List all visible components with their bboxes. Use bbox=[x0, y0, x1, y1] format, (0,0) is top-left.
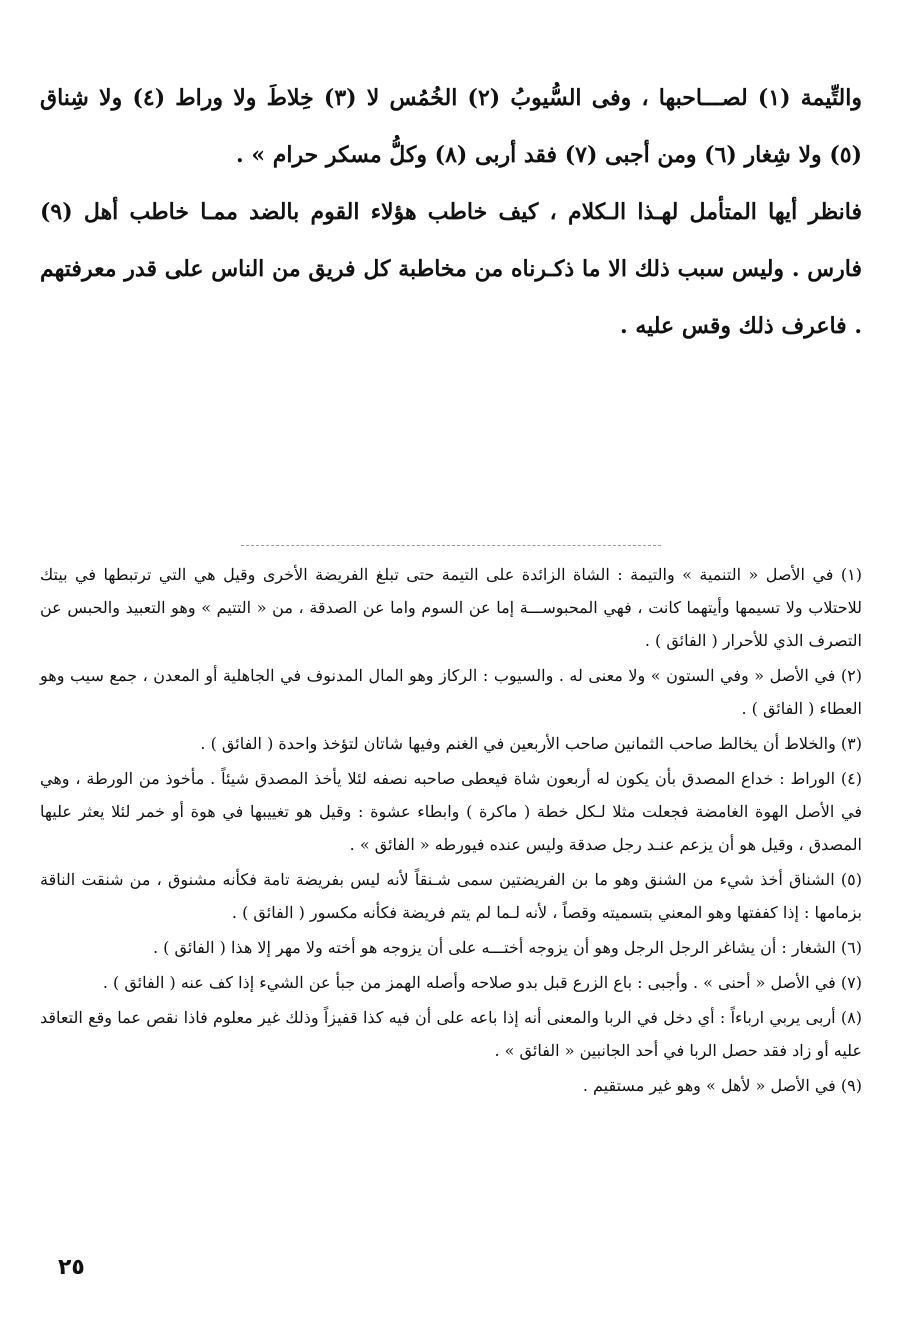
footnote: (٢) في الأصل « وفي الستون » ولا معنى له . والسيوب : الركاز وهو المال المدنوف في الجاهلية أو المعدن ، جمع سيب وهو العطاء ( الفائق ) . bbox=[40, 666, 862, 718]
page bbox=[40, 70, 862, 1310]
main-paragraph: والتِّيمة (١) لصـــاحبها ، وفى السُّيوبُ (٢) الخُمُس لا (٣) خِلاطَ ولا وراط (٤) ولا شِناق (٥) ولا شِغار (٦) ومن أجبى (٧) فقد أربى (٨) وكلُّ مسكر حرام » . bbox=[40, 85, 862, 168]
footnote: (٣) والخلاط أن يخالط صاحب الثمانين صاحب الأربعين في الغنم وفيها شاتان لتؤخذ واحدة ( الفائق ) . bbox=[200, 734, 862, 753]
footnote: (٨) أربى يربي ارباءاً : أي دخل في الربا والمعنى أنه إذا باعه على أن فيه كذا قفيزاً وذلك غير معلوم فاذا نقص عما وقع التعاقد عليه أو زاد فقد حصل الربا في أحد الجانبين « الفائق » . bbox=[40, 1008, 862, 1060]
footnotes bbox=[40, 558, 862, 1102]
page-number: ٢٥ bbox=[58, 1255, 85, 1280]
footnote: (٩) في الأصل « لأهل » وهو غير مستقيم . bbox=[582, 1076, 862, 1095]
footnote: (٧) في الأصل « أحنى » . وأجبى : باع الزرع قبل بدو صلاحه وأصله الهمز من جبأ عن الشيء إذا كف عنه ( الفائق ) . bbox=[102, 973, 862, 992]
footnote: (٦) الشغار : أن يشاغر الرجل الرجل وهو أن يزوجه أختـــه على أن يزوجه هو أخته ولا مهر إلا هذا ( الفائق ) . bbox=[152, 938, 862, 957]
footnote: (٤) الوراط : خداع المصدق بأن يكون له أربعون شاة فيعطى صاحبه نصفه لئلا يأخذ المصدق شيئاً . مأخوذ من الورطة ، وهي في الأصل الهوة الغامضة فجعلت مثلا لـكل خطة ( ماكرة ) وابطاء عشوة : وقيل هو تغييبها في هوة أو خمر لئلا يعثر عليها المصدق ، وقيل هو أن يزعم عنـد رجل صدقة وليس عنده فيورطه « الفائق » . bbox=[40, 769, 862, 854]
main-text bbox=[40, 70, 862, 355]
main-paragraph: فانظر أيها المتأمل لهـذا الـكلام ، كيف خاطب هؤلاء القوم بالضد ممـا خاطب أهل (٩) فارس . وليس سبب ذلك الا ما ذكـرناه من مخاطبة كل فريق من الناس على قدر معرفتهم . فاعرف ذلك وقس عليه . bbox=[40, 199, 862, 339]
footnote: (١) في الأصل « التنمية » والتيمة : الشاة الزائدة على التيمة حتى تبلغ الفريضة الأخرى وقيل هي التي ترتبطها في بيتك للاحتلاب ولا تسيمها وأيتهما كانت ، فهي المحبوســـة إما عن السوم واما عن الصدقة ، من « التتيم » وهو التعبيد والحبس عن التصرف الذي للأحرار ( الفائق ) . bbox=[40, 565, 862, 650]
footnote: (٥) الشناق أخذ شيء من الشنق وهو ما بن الفريضتين سمى شـنقاً لأنه ليس بفريضة تامة فكأنه مشنوق ، من شنقت الناقة بزمامها : إذا كففتها وهو المعني بتسميته وقصاً ، لأنه لـما لم يتم فريضة فكأنه مكسور ( الفائق ) . bbox=[40, 870, 863, 922]
blank-space bbox=[40, 355, 862, 545]
footnote-divider bbox=[241, 545, 661, 546]
